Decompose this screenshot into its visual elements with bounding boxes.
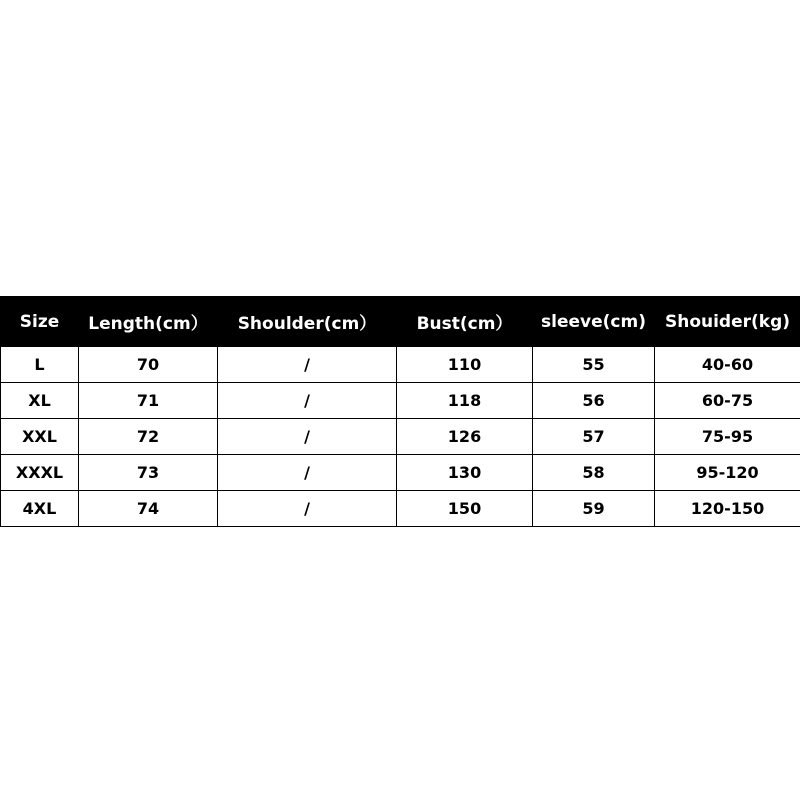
cell-length: 74 [79, 491, 218, 527]
table-row [1, 383, 800, 419]
cell-bust: 126 [397, 419, 533, 455]
cell-bust: 118 [397, 383, 533, 419]
cell-size: XL [1, 383, 79, 419]
cell-weight: 95-120 [655, 455, 800, 491]
cell-weight: 120-150 [655, 491, 800, 527]
cell-shoulder: / [218, 419, 397, 455]
cell-weight: 75-95 [655, 419, 800, 455]
cell-bust: 150 [397, 491, 533, 527]
cell-bust: 110 [397, 347, 533, 383]
header-length: Length(cm） [79, 297, 218, 347]
cell-weight: 40-60 [655, 347, 800, 383]
cell-length: 72 [79, 419, 218, 455]
header-bust: Bust(cm） [397, 297, 533, 347]
cell-sleeve: 57 [533, 419, 655, 455]
table-row [1, 419, 800, 455]
table-row [1, 491, 800, 527]
cell-sleeve: 59 [533, 491, 655, 527]
cell-shoulder: / [218, 491, 397, 527]
header-sleeve: sleeve(cm) [533, 297, 655, 347]
cell-length: 70 [79, 347, 218, 383]
cell-length: 73 [79, 455, 218, 491]
table-row [1, 455, 800, 491]
size-chart-table [0, 296, 800, 527]
cell-shoulder: / [218, 347, 397, 383]
cell-sleeve: 56 [533, 383, 655, 419]
cell-sleeve: 55 [533, 347, 655, 383]
cell-shoulder: / [218, 455, 397, 491]
cell-size: L [1, 347, 79, 383]
cell-size: XXL [1, 419, 79, 455]
cell-bust: 130 [397, 455, 533, 491]
cell-sleeve: 58 [533, 455, 655, 491]
header-weight: Shouider(kg) [655, 297, 800, 347]
cell-weight: 60-75 [655, 383, 800, 419]
cell-length: 71 [79, 383, 218, 419]
cell-size: 4XL [1, 491, 79, 527]
header-size: Size [1, 297, 79, 347]
cell-shoulder: / [218, 383, 397, 419]
cell-size: XXXL [1, 455, 79, 491]
header-row [1, 297, 800, 347]
header-shoulder: Shoulder(cm） [218, 297, 397, 347]
table-row [1, 347, 800, 383]
